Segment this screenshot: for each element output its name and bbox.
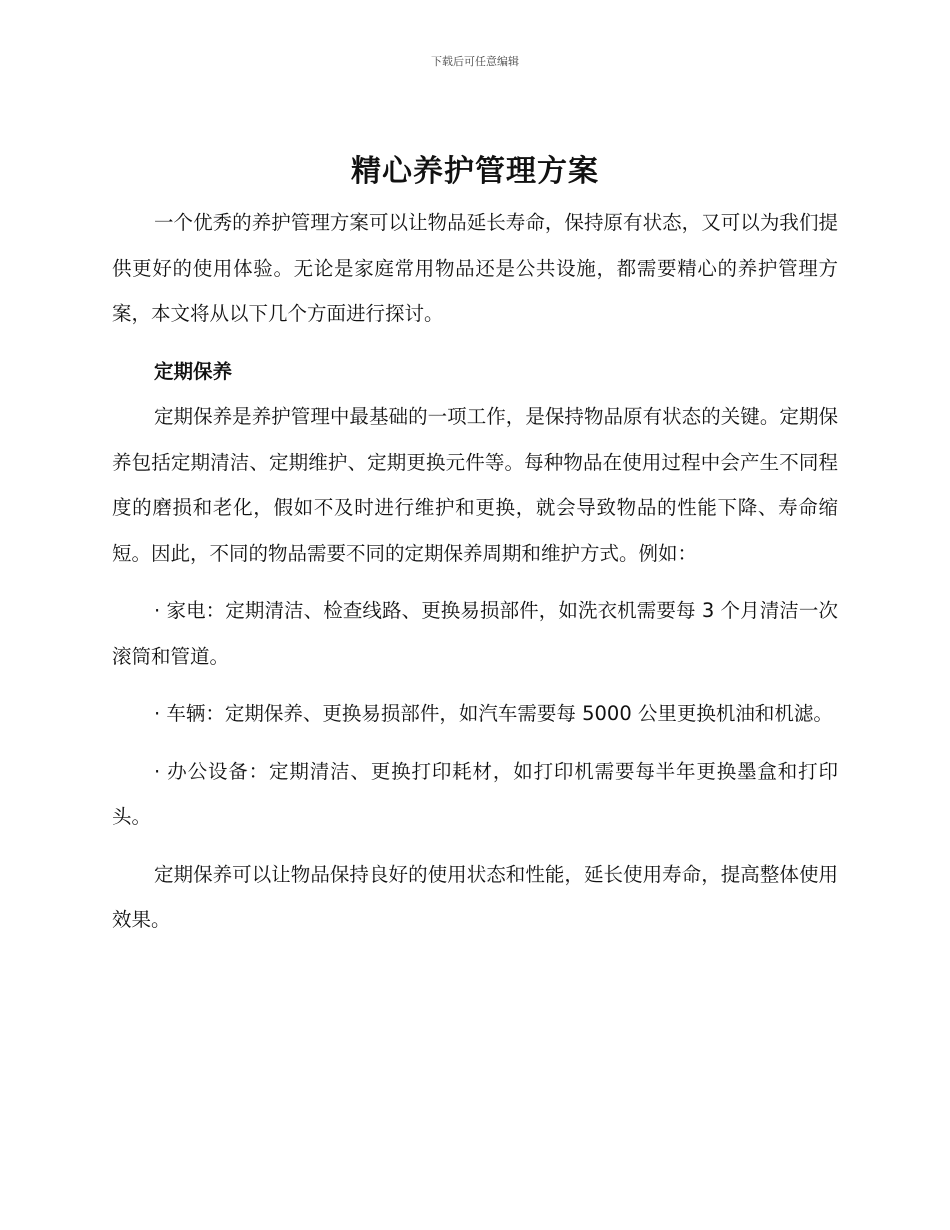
header-note: 下载后可任意编辑 <box>431 55 519 68</box>
bullet-item-office-equipment: · 办公设备：定期清洁、更换打印耗材，如打印机需要每半年更换墨盒和打印头。 <box>112 759 838 828</box>
document-body <box>112 150 838 943</box>
conclusion-paragraph: 定期保养可以让物品保持良好的使用状态和性能，延长使用寿命，提高整体使用效果。 <box>112 862 838 931</box>
section-heading: 定期保养 <box>154 359 233 383</box>
intro-paragraph: 一个优秀的养护管理方案可以让物品延长寿命，保持原有状态，又可以为我们提供更好的使用体验。无论是家庭常用物品还是公共设施，都需要精心的养护管理方案，本文将从以下几个方面进行探讨。 <box>112 211 838 325</box>
bullet-item-appliances: · 家电：定期清洁、检查线路、更换易损部件，如洗衣机需要每 3 个月清洁一次滚筒和管道。 <box>112 599 838 668</box>
section-paragraph: 定期保养是养护管理中最基础的一项工作，是保持物品原有状态的关键。定期保养包括定期清洁、定期维护、定期更换元件等。每种物品在使用过程中会产生不同程度的磨损和老化，假如不及时进行维护和更换，就会导致物品的性能下降、寿命缩短。因此，不同的物品需要不同的定期保养周期和维护方式。例如： <box>112 405 838 565</box>
document-title: 精心养护管理方案 <box>351 154 599 189</box>
bullet-item-vehicles: · 车辆：定期保养、更换易损部件，如汽车需要每 5000 公里更换机油和机滤。 <box>154 702 833 725</box>
